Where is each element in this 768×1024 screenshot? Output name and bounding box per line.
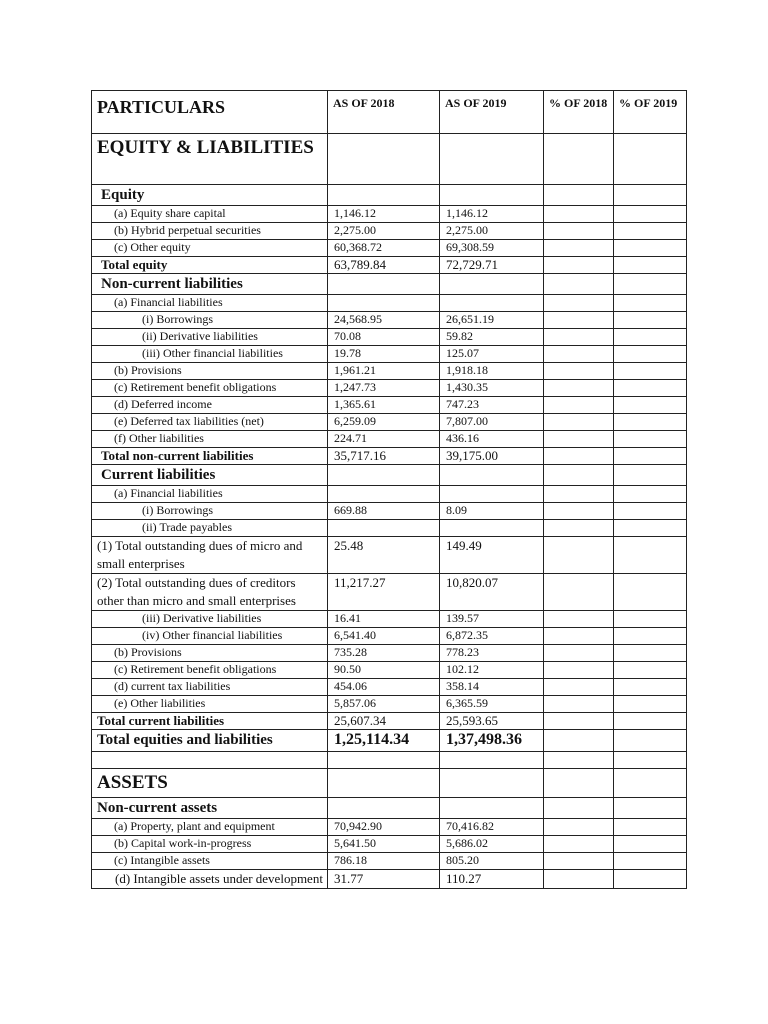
table-row: (1) Total outstanding dues of micro and small enterprises 25.48 149.49 bbox=[92, 537, 687, 574]
header-as-of-2019: AS OF 2019 bbox=[440, 91, 544, 134]
nca-heading: Non-current assets bbox=[92, 798, 328, 819]
section-row bbox=[92, 185, 687, 206]
table-row: (iii) Derivative liabilities 16.41 139.57 bbox=[92, 611, 687, 628]
table-row: (e) Deferred tax liabilities (net) 6,259.09 7,807.00 bbox=[92, 414, 687, 431]
table-row: (e) Other liabilities 5,857.06 6,365.59 bbox=[92, 696, 687, 713]
total-row: Total equity 63,789.84 72,729.71 bbox=[92, 257, 687, 274]
table-row: (d) Deferred income 1,365.61 747.23 bbox=[92, 397, 687, 414]
table-row: (iv) Other financial liabilities 6,541.40 6,872.35 bbox=[92, 628, 687, 645]
table-row: (a) Financial liabilities bbox=[92, 486, 687, 503]
table-row: (c) Intangible assets 786.18 805.20 bbox=[92, 853, 687, 870]
table-row: (b) Hybrid perpetual securities 2,275.00 2,275.00 bbox=[92, 223, 687, 240]
section-row bbox=[92, 134, 687, 185]
balance-sheet bbox=[91, 90, 686, 889]
table-row: (a) Property, plant and equipment 70,942.90 70,416.82 bbox=[92, 819, 687, 836]
table-row: (d) Intangible assets under development 31.77 110.27 bbox=[92, 870, 687, 889]
section-row bbox=[92, 274, 687, 295]
table-row: (a) Financial liabilities bbox=[92, 295, 687, 312]
header-pct-2019: % OF 2019 bbox=[614, 91, 687, 134]
blank-row bbox=[92, 752, 687, 769]
header-as-of-2018: AS OF 2018 bbox=[328, 91, 440, 134]
total-row: Total current liabilities 25,607.34 25,593.65 bbox=[92, 713, 687, 730]
section-row bbox=[92, 465, 687, 486]
table-row: (ii) Trade payables bbox=[92, 520, 687, 537]
table-row: (a) Equity share capital 1,146.12 1,146.12 bbox=[92, 206, 687, 223]
table-row: (c) Retirement benefit obligations 1,247.73 1,430.35 bbox=[92, 380, 687, 397]
header-pct-2018: % OF 2018 bbox=[544, 91, 614, 134]
equity-heading: Equity bbox=[92, 185, 328, 206]
table-row: (f) Other liabilities 224.71 436.16 bbox=[92, 431, 687, 448]
table-row: (c) Other equity 60,368.72 69,308.59 bbox=[92, 240, 687, 257]
header-row bbox=[92, 91, 687, 134]
total-row: Total non-current liabilities 35,717.16 39,175.00 bbox=[92, 448, 687, 465]
table-row: (b) Provisions 1,961.21 1,918.18 bbox=[92, 363, 687, 380]
table-row: (ii) Derivative liabilities 70.08 59.82 bbox=[92, 329, 687, 346]
header-particulars: PARTICULARS bbox=[92, 91, 328, 134]
table-row: (i) Borrowings 24,568.95 26,651.19 bbox=[92, 312, 687, 329]
table-row: (b) Provisions 735.28 778.23 bbox=[92, 645, 687, 662]
cl-heading: Current liabilities bbox=[92, 465, 328, 486]
table-row: (c) Retirement benefit obligations 90.50 102.12 bbox=[92, 662, 687, 679]
equity-liabilities-heading: EQUITY & LIABILITIES bbox=[92, 134, 328, 185]
table-row: (b) Capital work-in-progress 5,641.50 5,686.02 bbox=[92, 836, 687, 853]
table-row: (iii) Other financial liabilities 19.78 125.07 bbox=[92, 346, 687, 363]
table-row: (2) Total outstanding dues of creditors other than micro and small enterprises 11,217.27 10,820.07 bbox=[92, 574, 687, 611]
balance-sheet-table bbox=[91, 90, 687, 889]
assets-heading: ASSETS bbox=[92, 769, 328, 798]
section-row bbox=[92, 798, 687, 819]
ncl-heading: Non-current liabilities bbox=[92, 274, 328, 295]
table-row: (d) current tax liabilities 454.06 358.14 bbox=[92, 679, 687, 696]
grand-total-row: Total equities and liabilities 1,25,114.34 1,37,498.36 bbox=[92, 730, 687, 752]
table-row: (i) Borrowings 669.88 8.09 bbox=[92, 503, 687, 520]
section-row bbox=[92, 769, 687, 798]
